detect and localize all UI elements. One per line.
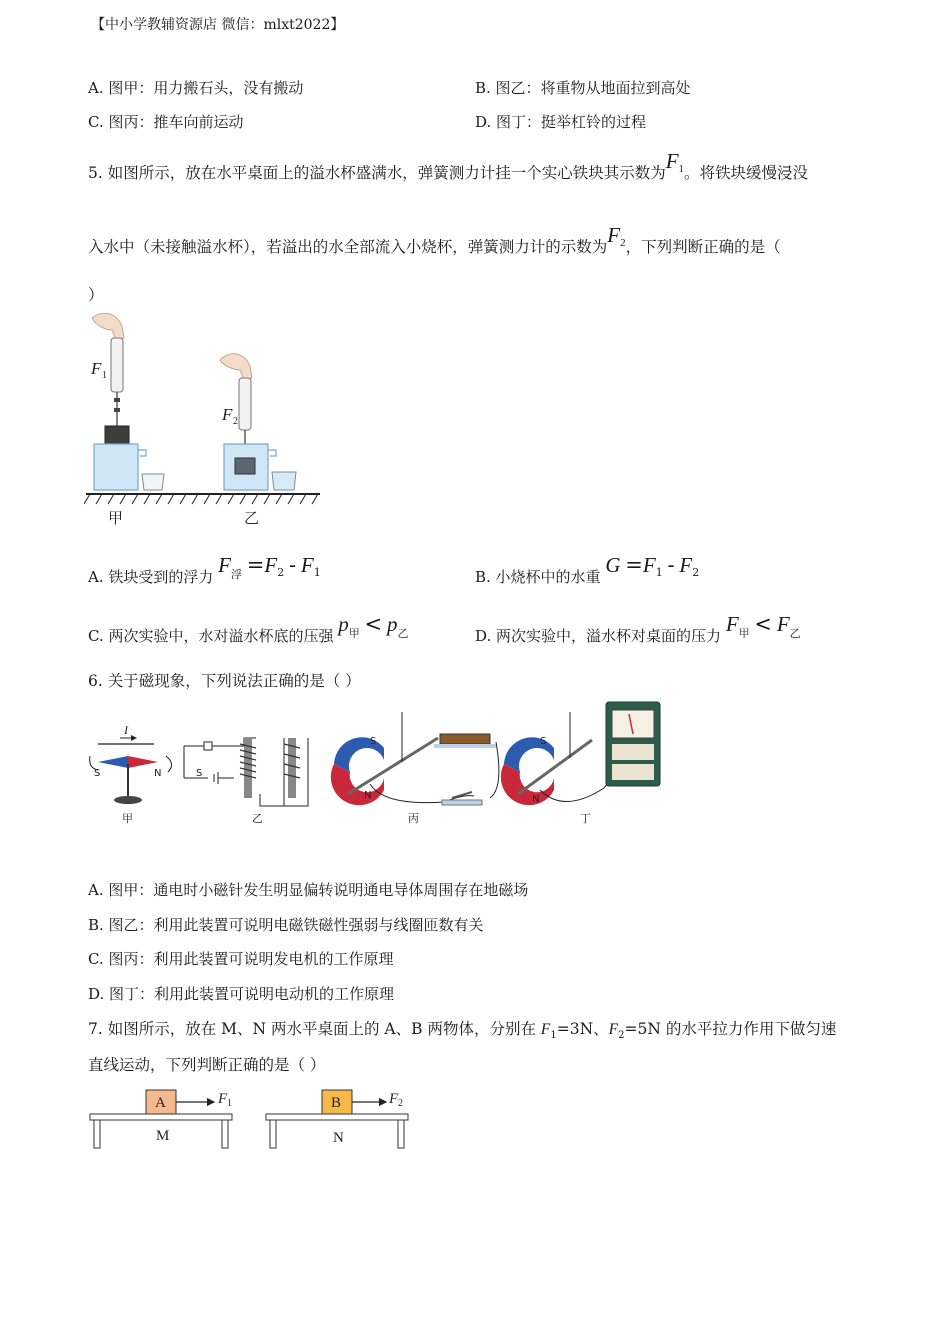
q6-option-c: C. 图丙：利用此装置可说明发电机的工作原理: [88, 950, 394, 968]
f2-sub: 2: [233, 416, 238, 427]
compass-needle-blue: [98, 756, 128, 768]
iron-block-right: [235, 458, 255, 474]
caption-ding: 丁: [580, 812, 591, 825]
q5-option-b: B. 小烧杯中的水重 $G =F^1 - F^2$: [475, 553, 700, 586]
svg-text:S: S: [540, 736, 547, 747]
q7-stem-line1: 7. 如图所示，放在 M、N 两水平桌面上的 A、B 两物体，分别在 $F_1=3N$、$F_2=5N$ 的水平拉力作用下做匀速: [88, 1020, 837, 1042]
small-beaker-left: [142, 474, 164, 490]
q6-option-a: A. 图甲：通电时小磁针发生明显偏转说明通电导体周围存在地磁场: [88, 881, 529, 899]
figure-label-yi: 乙: [244, 509, 260, 527]
caption-bing: 丙: [408, 812, 419, 825]
f2-label: F: [222, 405, 233, 424]
q5-option-d: D. 两次实验中，溢水杯对桌面的压力 $F^甲 < F^乙$: [475, 612, 801, 645]
block-b-label: B: [331, 1095, 342, 1111]
spring-scale-right: [239, 378, 251, 430]
q7-tables-figure: [88, 1086, 414, 1156]
overflow-cup-left: [94, 444, 138, 490]
svg-text:2: 2: [398, 1098, 403, 1109]
caption-jia: 甲: [122, 812, 133, 825]
table-n-top: [266, 1114, 408, 1120]
q7-stem-line2: 直线运动，下列判断正确的是（ ）: [88, 1056, 326, 1074]
small-beaker-right: [272, 472, 296, 490]
spring-scale-left: [111, 338, 123, 392]
svg-text:S: S: [94, 768, 101, 779]
force-f1-label: F: [218, 1091, 228, 1107]
q6-option-d: D. 图丁：利用此装置可说明电动机的工作原理: [88, 985, 395, 1003]
f1-label: F: [91, 359, 102, 378]
current-label: I: [124, 723, 128, 737]
svg-text:N: N: [154, 768, 162, 779]
magnet-bing-blue: [334, 737, 384, 772]
magnet-bing-red: [331, 764, 384, 805]
svg-text:N: N: [532, 794, 540, 805]
magnet-ding-blue: [504, 737, 554, 772]
figure-label-jia: 甲: [108, 509, 124, 527]
q5-overflow-cup-figure: [84, 308, 324, 530]
svg-text:1: 1: [227, 1098, 232, 1109]
q6-stem: 6. 关于磁现象，下列说法正确的是（ ）: [88, 672, 361, 690]
caption-yi: 乙: [252, 812, 263, 825]
switch-bing: [442, 800, 482, 805]
compass-needle-red: [128, 756, 158, 768]
hand-right-icon: [220, 354, 252, 380]
hand-left-icon: [92, 313, 124, 340]
block-a-label: A: [155, 1095, 166, 1111]
header-text: 【中小学教辅资源店 微信：mlxt2022】: [91, 17, 345, 33]
q4-option-c: C. 图丙：推车向前运动: [88, 113, 244, 131]
q6-magnetism-figure: [84, 698, 670, 828]
q5-stem-line1: 5. 如图所示，放在水平桌面上的溢水杯盛满水，弹簧测力计挂一个实心铁块其示数为$F^1$。将铁块缓慢浸没: [88, 149, 809, 182]
q5-stem-line3: ）: [88, 286, 104, 304]
svg-text:S: S: [196, 768, 203, 779]
force-f2-label: F: [389, 1091, 399, 1107]
table-m-label: M: [156, 1128, 170, 1144]
svg-text:N: N: [364, 790, 372, 801]
q5-stem-line2: 入水中（未接触溢水杯），若溢出的水全部流入小烧杯，弹簧测力计的示数为$F^2$，下列判断正确的是（: [88, 223, 781, 256]
f1-sub: 1: [102, 370, 107, 381]
table-m-top: [90, 1114, 232, 1120]
table-n-label: N: [333, 1130, 344, 1146]
q4-option-d: D. 图丁：挺举杠铃的过程: [475, 113, 647, 131]
q4-option-a: A. 图甲：用力搬石头，没有搬动: [88, 79, 304, 97]
q6-option-b: B. 图乙：利用此装置可说明电磁铁磁性强弱与线圈匝数有关: [88, 916, 484, 934]
q4-option-b: B. 图乙：将重物从地面拉到高处: [475, 79, 691, 97]
compass-stand: [114, 796, 142, 804]
magnet-ding-red: [501, 764, 554, 805]
battery-bing: [440, 734, 490, 744]
q5-option-a: A. 铁块受到的浮力 $F^浮 =F^2 - F^1$: [88, 553, 321, 586]
iron-block-left: [105, 426, 129, 446]
svg-text:S: S: [370, 736, 377, 747]
q5-option-c: C. 两次实验中，水对溢水杯底的压强 $p^甲 < p^乙$: [88, 612, 409, 645]
